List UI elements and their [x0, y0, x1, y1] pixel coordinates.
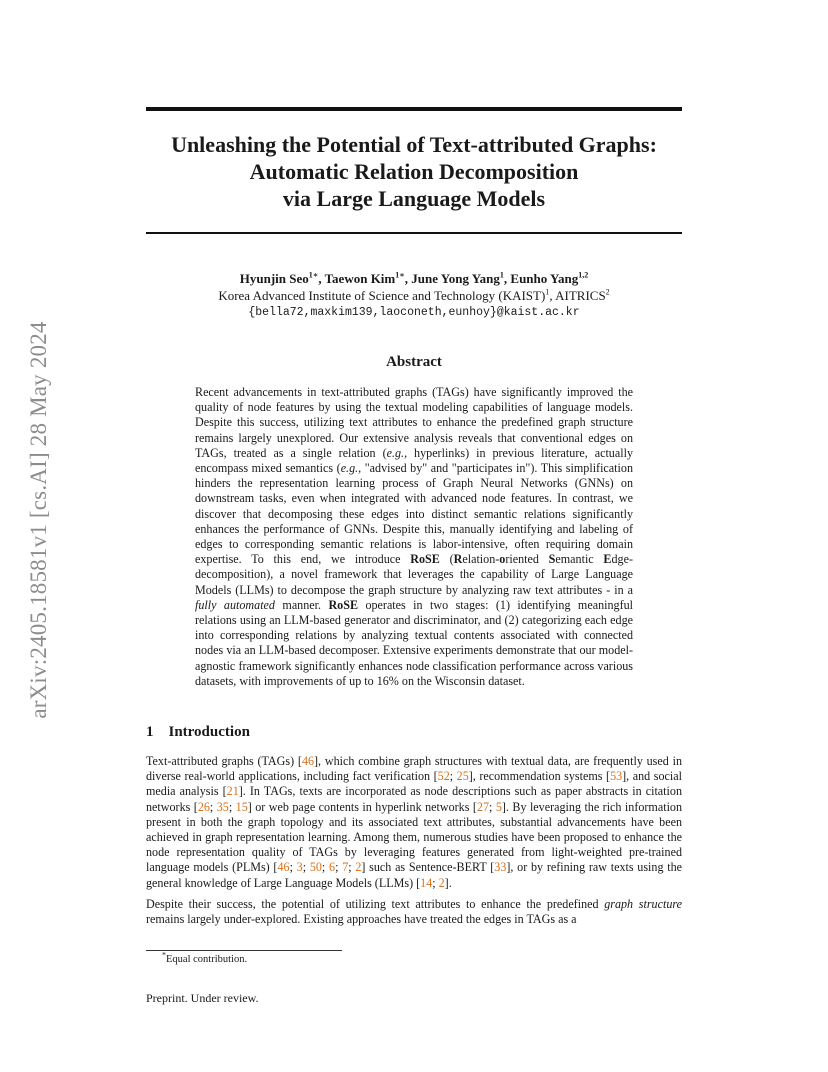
intro-text: ], which combine graph structures with textual data, are frequently used in diverse real-world applications, including fact verification [ [146, 754, 682, 784]
citation-link[interactable]: 2 [355, 860, 362, 875]
affiliation-2-mark: 2 [605, 287, 610, 297]
section-heading-introduction [146, 724, 250, 741]
abstract-part: ( [439, 552, 454, 567]
citation-link[interactable]: 27 [476, 799, 489, 814]
abstract-part: Recent advancements in text-attributed graphs (TAGs) have significantly improved the quality of node features by using the textual modeling capabilities of language models. Despite this success, utilizing text attributes to enhance the predefined graph structure remains largely unexplored. Our extensive analysis reveals that conventional edges on TAGs, treated as a single relation ( [195, 385, 633, 460]
citation-link[interactable]: 3 [296, 860, 303, 875]
affiliation-1: Korea Advanced Institute of Science and Technology (KAIST) [218, 288, 546, 303]
intro-text: ], recommendation systems [ [468, 769, 611, 784]
author-names: Hyunjin Seo$^{1∗}$, Taewon Kim$^{1∗}$, June Yong Yang$^1$, Eunho Yang$^{1,2}$ [239, 270, 589, 286]
author-4-mark: 1,2 [578, 270, 589, 280]
abstract-heading: Abstract [386, 354, 442, 370]
author-3-mark: 1 [499, 270, 504, 280]
acronym-letter: E [603, 552, 612, 567]
citation-link[interactable]: 21 [226, 784, 239, 799]
abstract-part: , hyperlinks) in previous literature, actually encompass mixed semantics ( [195, 445, 633, 476]
abstract-italic: e.g. [386, 445, 405, 460]
author-4: Eunho Yang [510, 271, 579, 286]
intro-text: Despite their success, the potential of utilizing text attributes to enhance the predefined [146, 896, 605, 911]
intro-text: ]. In TAGs, texts are incorporated as node descriptions such as paper abstracts in citation networks [ [146, 784, 682, 814]
abstract-italic: e.g. [340, 461, 359, 476]
abstract-part: elation- [462, 552, 500, 567]
author-block [146, 270, 682, 321]
footnote [162, 950, 248, 965]
affiliation-1-mark: 1 [545, 287, 550, 297]
abstract-italic: fully automated [195, 597, 275, 612]
acronym-letter: o [499, 552, 506, 567]
footnote-rule [146, 950, 342, 951]
abstract-part: riented [505, 552, 549, 567]
author-1: Hyunjin Seo [239, 271, 309, 286]
title-top-rule [146, 107, 682, 111]
preprint-notice: Preprint. Under review. [146, 991, 259, 1005]
citation-link[interactable]: 53 [610, 769, 623, 784]
author-emails: {bella72,maxkim139,laoconeth,eunhoy}@kaist.ac.kr [248, 306, 580, 319]
intro-text: Text-attributed graphs (TAGs) [ [146, 754, 302, 768]
arxiv-stamp: arXiv:2405.18581v1 [cs.AI] 28 May 2024 [26, 321, 51, 719]
affiliation-2: AITRICS [555, 288, 606, 303]
footnote-text: Equal contribution. [166, 954, 248, 965]
author-2: Taewon Kim [324, 271, 396, 286]
citation-link[interactable]: 5 [495, 799, 502, 814]
intro-text: ] such as Sentence-BERT [ [361, 860, 495, 875]
citation-link[interactable]: 33 [494, 860, 507, 875]
title-line-2: Automatic Relation Decomposition [249, 159, 579, 184]
citation-link[interactable]: 46 [277, 860, 290, 875]
abstract-text [195, 385, 633, 689]
rose-name: RoSE [328, 597, 359, 612]
intro-text: ], and social media analysis [ [146, 769, 682, 799]
citation-link[interactable]: 2 [438, 875, 445, 890]
abstract-part: manner. [274, 597, 329, 612]
abstract-part: operates in two stages: (1) identifying meaningful relations using an LLM-based generator and discriminator, and (2) categorizing each edge into corresponding relations by analyzing textual contents associated with connected nodes via an LLM-based decomposer. Extensive experiments demonstrate that our model-agnostic framework significantly enhances node classification performance across various datasets, with improvements of up to 16% on the Wisconsin dataset. [195, 597, 633, 688]
intro-text: ]. [444, 875, 452, 890]
citation-link[interactable]: 26 [197, 799, 210, 814]
intro-italic: graph structure [604, 896, 682, 911]
acronym-letter: R [453, 552, 463, 567]
intro-text: ]. By leveraging the rich information present in both the graph topology and its associated text attributes, substantial advancements have been achieved in graph representation learning. Among them, numerous studies have been proposed to enhance the node representation quality of TAGs by leveraging features generated from light-weighted pre-trained language models (PLMs) [ [146, 799, 683, 875]
title-line-3: via Large Language Models [282, 186, 546, 211]
citation-link[interactable]: 7 [342, 860, 349, 875]
abstract-part: emantic [555, 552, 604, 567]
citation-link[interactable]: 50 [309, 860, 322, 875]
rose-name: RoSE [410, 552, 440, 567]
intro-paragraph-1: Text-attributed graphs (TAGs) [46], which combine graph structures with textual data, are frequently used in diverse real-world applications, including fact verification [52; 25], recommendation systems [53], and social media analysis [21]. In TAGs, texts are incorporated as node descriptions such as paper abstracts in citation networks [26; 35; 15] or web page contents in hyperlink networks [27; 5]. By leveraging the rich information present in both the graph topology and its associated text attributes, substantial advancements have been achieved in graph representation learning. Among them, numerous studies have been proposed to enhance the node representation quality of TAGs by leveraging features generated from light-weighted pre-trained language models (PLMs) [46; 3; 50; 6; 7; 2] such as Sentence-BERT [33], or by refining raw texts using the general knowledge of Large Language Models (LLMs) [14; 2]. [146, 754, 683, 890]
title-bottom-rule [146, 232, 682, 234]
citation-link[interactable]: 46 [301, 754, 315, 768]
title-line-1: Unleashing the Potential of Text-attributed Graphs: [171, 132, 657, 157]
paper-title [146, 131, 682, 212]
footnote-mark: * [162, 950, 166, 960]
introduction-body [146, 754, 682, 933]
author-1-mark: 1∗ [308, 270, 319, 280]
intro-text: ] or web page contents in hyperlink networks [ [247, 799, 477, 814]
citation-link[interactable]: 15 [235, 799, 248, 814]
author-2-mark: 1∗ [395, 270, 405, 280]
section-number: 1 [146, 724, 154, 740]
citation-link[interactable]: 14 [420, 875, 433, 890]
acronym-letter: S [548, 552, 556, 567]
citation-link[interactable]: 52 [437, 769, 450, 784]
citation-link[interactable]: 6 [329, 860, 336, 875]
author-3: June Yong Yang [411, 271, 500, 286]
intro-text: ], or by refining raw texts using the general knowledge of Large Language Models (LLMs) [ [146, 860, 683, 890]
abstract-part: , "advised by" and "participates in"). This simplification hinders the representation learning process of Graph Neural Networks (GNNs) on downstream tasks, even when integrated with advanced node features. In contrast, we discover that decomposing these edges into distinct semantic relations significantly enhances the performance of GNNs. Despite this, manually identifying and labeling of edges to corresponding semantic relations is labor-intensive, often requiring domain expertise. To this end, we introduce [195, 461, 633, 567]
affiliations: Korea Advanced Institute of Science and Technology (KAIST)$^1$, AITRICS$^2$ [218, 287, 610, 303]
intro-text: remains largely under-explored. Existing approaches have treated the edges in TAGs as a [146, 912, 577, 927]
section-title: Introduction [168, 724, 250, 740]
abstract-part: dge-decomposition), a novel framework that leverages the capability of Large Language Models (LLMs) to decompose the graph structure by analyzing raw text attributes - in a [195, 552, 633, 597]
intro-paragraph-2 [146, 897, 682, 927]
citation-link[interactable]: 25 [456, 769, 469, 784]
citation-link[interactable]: 35 [216, 799, 229, 814]
